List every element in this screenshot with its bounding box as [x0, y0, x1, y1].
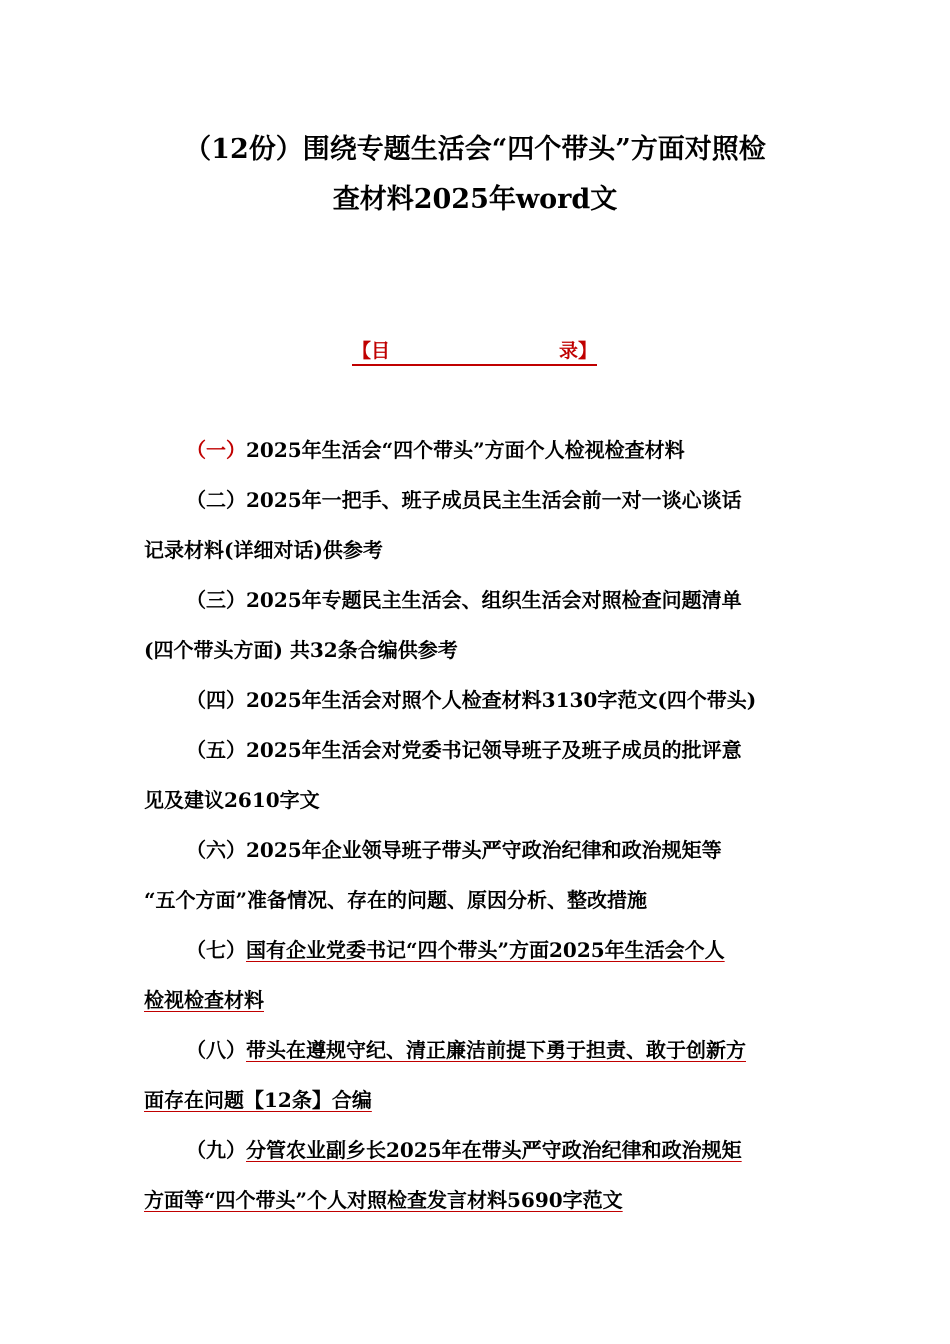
- toc-item-6-text-line-1: 2025年企业领导班子带头严守政治纪律和政治规矩等: [246, 838, 722, 862]
- toc-item-1-text-line-1: 2025年生活会“四个带头”方面个人检视检查材料: [246, 438, 685, 462]
- toc-item-4-number: （四）: [186, 688, 246, 712]
- toc-item-3-text-line-1: 2025年专题民主生活会、组织生活会对照检查问题清单: [246, 588, 742, 612]
- toc-item-8-number: （八）: [186, 1038, 246, 1062]
- toc-item-5[interactable]: [186, 736, 742, 764]
- toc-item-5-text-line-2: 见及建议2610字文: [144, 788, 320, 812]
- toc-item-8-continuation[interactable]: [144, 1086, 372, 1114]
- toc-item-3-text-line-2: (四个带头方面) 共32条合编供参考: [144, 638, 458, 662]
- toc-item-2-text-line-2: 记录材料(详细对话)供参考: [144, 538, 383, 562]
- toc-item-7[interactable]: [186, 936, 725, 964]
- toc-item-3-number: （三）: [186, 588, 246, 612]
- toc-item-3[interactable]: [186, 586, 742, 614]
- toc-heading-left: 【目: [352, 340, 391, 362]
- document-title-line-2: 查材料2025年word文: [332, 184, 618, 215]
- toc-item-2-continuation[interactable]: [144, 536, 383, 564]
- toc-item-1-number: （一）: [186, 438, 246, 462]
- toc-item-3-continuation[interactable]: [144, 636, 458, 664]
- toc-item-6-text-line-2: “五个方面”准备情况、存在的问题、原因分析、整改措施: [144, 888, 648, 912]
- toc-item-6-continuation[interactable]: [144, 886, 647, 914]
- toc-item-9-continuation[interactable]: [144, 1186, 623, 1214]
- toc-item-7-text-line-2: 检视检查材料: [144, 988, 264, 1012]
- toc-item-5-text-line-1: 2025年生活会对党委书记领导班子及班子成员的批评意: [246, 738, 742, 762]
- toc-item-7-number: （七）: [186, 938, 246, 962]
- toc-item-2-number: （二）: [186, 488, 246, 512]
- toc-heading-right: 录】: [558, 340, 597, 362]
- toc-item-4-text-line-1: 2025年生活会对照个人检查材料3130字范文(四个带头): [246, 688, 757, 712]
- toc-item-1[interactable]: [186, 436, 685, 464]
- toc-item-9[interactable]: [186, 1136, 742, 1164]
- toc-item-9-text-line-1: 分管农业副乡长2025年在带头严守政治纪律和政治规矩: [246, 1138, 742, 1162]
- toc-item-5-continuation[interactable]: [144, 786, 320, 814]
- toc-item-7-continuation[interactable]: [144, 986, 264, 1014]
- toc-item-2-text-line-1: 2025年一把手、班子成员民主生活会前一对一谈心谈话: [246, 488, 742, 512]
- toc-item-7-text-line-1: 国有企业党委书记“四个带头”方面2025年生活会个人: [246, 938, 725, 962]
- toc-item-9-number: （九）: [186, 1138, 246, 1162]
- toc-item-9-text-line-2: 方面等“四个带头”个人对照检查发言材料5690字范文: [144, 1188, 623, 1212]
- toc-item-8-text-line-1: 带头在遵规守纪、清正廉洁前提下勇于担责、敢于创新方: [246, 1038, 746, 1062]
- toc-item-8-text-line-2: 面存在问题【12条】合编: [144, 1088, 372, 1112]
- toc-item-6[interactable]: [186, 836, 722, 864]
- toc-item-2[interactable]: [186, 486, 742, 514]
- toc-heading: [352, 338, 597, 366]
- document-title-line-1: （12份）围绕专题生活会“四个带头”方面对照检: [184, 134, 766, 165]
- toc-item-5-number: （五）: [186, 738, 246, 762]
- toc-item-8[interactable]: [186, 1036, 746, 1064]
- toc-item-6-number: （六）: [186, 838, 246, 862]
- toc-item-4[interactable]: [186, 686, 756, 714]
